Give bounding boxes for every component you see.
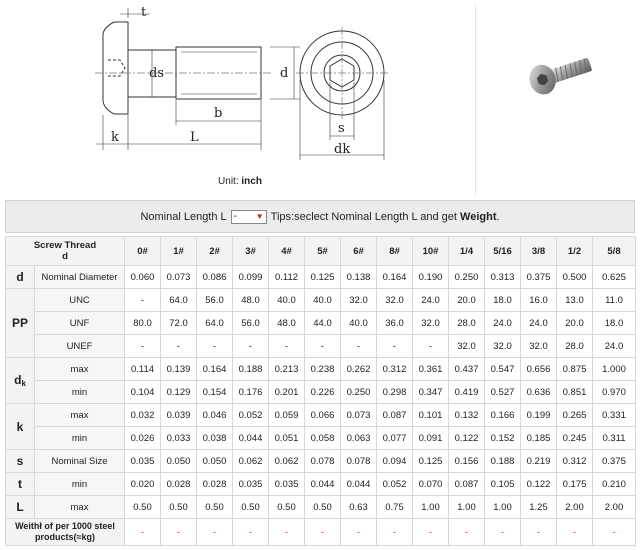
label-nominal-diameter: Nominal Diameter (35, 266, 125, 289)
value-cell: - (197, 335, 233, 358)
label-dk (6, 358, 35, 404)
nominal-length-select[interactable] (231, 210, 267, 224)
value-cell: 0.112 (269, 266, 305, 289)
value-cell: - (341, 519, 377, 546)
value-cell: 0.361 (413, 358, 449, 381)
row-unc (6, 289, 636, 312)
screw-technical-drawing (0, 0, 470, 175)
unit-value: inch (241, 176, 262, 187)
length-selector-bar (5, 200, 635, 233)
value-cell: 0.50 (269, 496, 305, 519)
value-cell: 24.0 (593, 335, 636, 358)
label-ds: ds (149, 66, 164, 81)
value-cell: 0.026 (125, 427, 161, 450)
value-cell: 56.0 (197, 289, 233, 312)
screw-product-image (520, 45, 600, 105)
value-cell: 0.238 (305, 358, 341, 381)
value-cell: 0.298 (377, 381, 413, 404)
value-cell: 0.028 (197, 473, 233, 496)
value-cell: 28.0 (449, 312, 485, 335)
value-cell: 40.0 (341, 312, 377, 335)
value-cell: 40.0 (305, 289, 341, 312)
header-screw-thread (6, 237, 125, 266)
header-size: 0# (125, 237, 161, 266)
value-cell: 0.201 (269, 381, 305, 404)
value-cell: 0.210 (593, 473, 636, 496)
value-cell: 0.046 (197, 404, 233, 427)
unit-prefix: Unit: (218, 176, 239, 187)
value-cell: 0.500 (557, 266, 593, 289)
value-cell: 0.188 (485, 450, 521, 473)
label-unf: UNF (35, 312, 125, 335)
selector-prefix: Nominal Length L (140, 210, 227, 223)
label-min: min (35, 427, 125, 450)
value-cell: 0.073 (341, 404, 377, 427)
value-cell: 0.062 (269, 450, 305, 473)
label-min: min (35, 473, 125, 496)
value-cell: 1.00 (413, 496, 449, 519)
value-cell: 0.052 (377, 473, 413, 496)
selector-tips: Tips:seclect Nominal Length L and get (270, 210, 457, 223)
value-cell: 0.050 (161, 450, 197, 473)
value-cell: - (233, 519, 269, 546)
value-cell: 0.044 (341, 473, 377, 496)
value-cell: 0.063 (341, 427, 377, 450)
dk-sub: k (21, 379, 26, 388)
divider (475, 5, 476, 195)
value-cell: 0.129 (161, 381, 197, 404)
value-cell: 56.0 (233, 312, 269, 335)
value-cell: - (377, 335, 413, 358)
value-cell: 0.059 (269, 404, 305, 427)
value-cell: 0.190 (413, 266, 449, 289)
value-cell: 0.087 (449, 473, 485, 496)
value-cell: 0.636 (521, 381, 557, 404)
value-cell: 48.0 (233, 289, 269, 312)
value-cell: 32.0 (449, 335, 485, 358)
value-cell: 0.265 (557, 404, 593, 427)
value-cell: 0.051 (269, 427, 305, 450)
value-cell: 0.125 (305, 266, 341, 289)
value-cell: 16.0 (521, 289, 557, 312)
value-cell: 0.63 (341, 496, 377, 519)
value-cell: 36.0 (377, 312, 413, 335)
row-weight (6, 519, 636, 546)
value-cell: 0.035 (233, 473, 269, 496)
value-cell: 18.0 (593, 312, 636, 335)
label-max: max (35, 404, 125, 427)
value-cell: 0.070 (413, 473, 449, 496)
value-cell: 0.250 (341, 381, 377, 404)
value-cell: 0.132 (449, 404, 485, 427)
value-cell: 0.226 (305, 381, 341, 404)
value-cell: 0.020 (125, 473, 161, 496)
value-cell: 0.262 (341, 358, 377, 381)
value-cell: - (305, 519, 341, 546)
value-cell: 2.00 (593, 496, 636, 519)
row-L (6, 496, 636, 519)
value-cell: 32.0 (413, 312, 449, 335)
value-cell: - (161, 335, 197, 358)
value-cell: 0.875 (557, 358, 593, 381)
value-cell: 0.851 (557, 381, 593, 404)
label-L: L (190, 130, 199, 145)
row-s (6, 450, 636, 473)
value-cell: 0.375 (521, 266, 557, 289)
value-cell: 0.188 (233, 358, 269, 381)
header-size: 1# (161, 237, 197, 266)
value-cell: 0.138 (341, 266, 377, 289)
header-size: 5# (305, 237, 341, 266)
row-k-min (6, 427, 636, 450)
value-cell: 0.066 (305, 404, 341, 427)
row-dk-max (6, 358, 636, 381)
value-cell: - (557, 519, 593, 546)
value-cell: 0.50 (197, 496, 233, 519)
label-dk: dk (334, 142, 351, 157)
label-L: L (6, 496, 35, 519)
label-d: d (6, 266, 35, 289)
value-cell: 0.154 (197, 381, 233, 404)
value-cell: 0.099 (233, 266, 269, 289)
value-cell: 40.0 (269, 289, 305, 312)
value-cell: 0.091 (413, 427, 449, 450)
spec-table (5, 236, 636, 546)
value-cell: 0.547 (485, 358, 521, 381)
value-cell: - (305, 335, 341, 358)
label-max: max (35, 358, 125, 381)
value-cell: 0.035 (125, 450, 161, 473)
value-cell: 0.164 (377, 266, 413, 289)
table-header-row (6, 237, 636, 266)
value-cell: 24.0 (485, 312, 521, 335)
selector-tips-bold: Weight (460, 210, 497, 223)
header-size: 1/2 (557, 237, 593, 266)
value-cell: 20.0 (557, 312, 593, 335)
value-cell: 0.078 (305, 450, 341, 473)
value-cell: 0.375 (593, 450, 636, 473)
value-cell: 24.0 (521, 312, 557, 335)
value-cell: 0.028 (161, 473, 197, 496)
value-cell: 0.050 (197, 450, 233, 473)
value-cell: 0.656 (521, 358, 557, 381)
value-cell: 0.156 (449, 450, 485, 473)
value-cell: 0.052 (233, 404, 269, 427)
value-cell: 0.058 (305, 427, 341, 450)
value-cell: 0.033 (161, 427, 197, 450)
value-cell: - (269, 335, 305, 358)
value-cell: 0.114 (125, 358, 161, 381)
value-cell: 0.039 (161, 404, 197, 427)
value-cell: 0.073 (161, 266, 197, 289)
label-unc: UNC (35, 289, 125, 312)
dropdown-arrow-icon: ▼ (255, 212, 264, 221)
value-cell: 0.50 (161, 496, 197, 519)
header-line2: d (62, 251, 68, 262)
value-cell: 0.50 (305, 496, 341, 519)
value-cell: - (413, 335, 449, 358)
header-size: 5/8 (593, 237, 636, 266)
label-t: t (6, 473, 35, 496)
value-cell: 0.164 (197, 358, 233, 381)
value-cell: - (125, 335, 161, 358)
value-cell: 1.00 (449, 496, 485, 519)
value-cell: - (449, 519, 485, 546)
value-cell: - (377, 519, 413, 546)
value-cell: 0.060 (125, 266, 161, 289)
value-cell: 13.0 (557, 289, 593, 312)
value-cell: 0.094 (377, 450, 413, 473)
label-pp: PP (6, 289, 35, 358)
value-cell: 0.437 (449, 358, 485, 381)
value-cell: 44.0 (305, 312, 341, 335)
value-cell: 0.077 (377, 427, 413, 450)
row-dk-min (6, 381, 636, 404)
selector-tips-end: . (496, 210, 500, 223)
row-t (6, 473, 636, 496)
value-cell: 0.125 (413, 450, 449, 473)
label-s: s (6, 450, 35, 473)
header-size: 3/8 (521, 237, 557, 266)
value-cell: 64.0 (197, 312, 233, 335)
value-cell: 32.0 (377, 289, 413, 312)
value-cell: 0.087 (377, 404, 413, 427)
value-cell: 0.312 (377, 358, 413, 381)
value-cell: 0.250 (449, 266, 485, 289)
value-cell: 28.0 (557, 335, 593, 358)
value-cell: - (197, 519, 233, 546)
header-size: 1/4 (449, 237, 485, 266)
value-cell: 0.104 (125, 381, 161, 404)
value-cell: 72.0 (161, 312, 197, 335)
value-cell: 48.0 (269, 312, 305, 335)
value-cell: 0.035 (269, 473, 305, 496)
dk-main: d (14, 373, 22, 387)
header-size: 6# (341, 237, 377, 266)
value-cell: 24.0 (413, 289, 449, 312)
header-size: 8# (377, 237, 413, 266)
label-k: k (6, 404, 35, 450)
value-cell: 0.139 (161, 358, 197, 381)
label-min: min (35, 381, 125, 404)
row-unf (6, 312, 636, 335)
label-d: d (280, 66, 289, 81)
unit-caption (200, 176, 280, 187)
value-cell: 0.086 (197, 266, 233, 289)
value-cell: 18.0 (485, 289, 521, 312)
value-cell: 1.25 (521, 496, 557, 519)
value-cell: 0.185 (521, 427, 557, 450)
value-cell: - (485, 519, 521, 546)
value-cell: 0.152 (485, 427, 521, 450)
drawing-area (0, 0, 640, 200)
value-cell: 0.312 (557, 450, 593, 473)
value-cell: 32.0 (341, 289, 377, 312)
value-cell: 0.101 (413, 404, 449, 427)
value-cell: 0.219 (521, 450, 557, 473)
value-cell: 0.122 (521, 473, 557, 496)
select-value: - (233, 211, 238, 222)
value-cell: 0.970 (593, 381, 636, 404)
label-max: max (35, 496, 125, 519)
value-cell: 11.0 (593, 289, 636, 312)
label-t: t (141, 5, 147, 20)
value-cell: 80.0 (125, 312, 161, 335)
value-cell: 32.0 (521, 335, 557, 358)
value-cell: 0.175 (557, 473, 593, 496)
value-cell: 0.311 (593, 427, 636, 450)
value-cell: 0.313 (485, 266, 521, 289)
value-cell: - (125, 289, 161, 312)
row-unef (6, 335, 636, 358)
header-line1: Screw Thread (33, 240, 97, 251)
header-size: 3# (233, 237, 269, 266)
value-cell: 0.213 (269, 358, 305, 381)
header-size: 2# (197, 237, 233, 266)
value-cell: - (413, 519, 449, 546)
value-cell: - (233, 335, 269, 358)
value-cell: 1.00 (485, 496, 521, 519)
value-cell: 0.50 (233, 496, 269, 519)
value-cell: - (593, 519, 636, 546)
value-cell: 0.122 (449, 427, 485, 450)
value-cell: 0.044 (305, 473, 341, 496)
value-cell: 0.038 (197, 427, 233, 450)
label-unef: UNEF (35, 335, 125, 358)
header-size: 10# (413, 237, 449, 266)
value-cell: 0.044 (233, 427, 269, 450)
value-cell: 0.419 (449, 381, 485, 404)
value-cell: 0.078 (341, 450, 377, 473)
value-cell: - (125, 519, 161, 546)
value-cell: - (341, 335, 377, 358)
value-cell: 2.00 (557, 496, 593, 519)
label-b: b (214, 106, 223, 121)
value-cell: - (161, 519, 197, 546)
value-cell: - (521, 519, 557, 546)
value-cell: 1.000 (593, 358, 636, 381)
value-cell: 64.0 (161, 289, 197, 312)
value-cell: 32.0 (485, 335, 521, 358)
value-cell: 0.105 (485, 473, 521, 496)
row-d (6, 266, 636, 289)
value-cell: 0.347 (413, 381, 449, 404)
label-k: k (111, 130, 119, 145)
value-cell: 0.176 (233, 381, 269, 404)
header-size: 5/16 (485, 237, 521, 266)
value-cell: 0.75 (377, 496, 413, 519)
value-cell: 0.062 (233, 450, 269, 473)
value-cell: 20.0 (449, 289, 485, 312)
value-cell: 0.527 (485, 381, 521, 404)
value-cell: 0.032 (125, 404, 161, 427)
label-nominal-size: Nominal Size (35, 450, 125, 473)
value-cell: 0.331 (593, 404, 636, 427)
value-cell: 0.245 (557, 427, 593, 450)
header-size: 4# (269, 237, 305, 266)
value-cell: 0.50 (125, 496, 161, 519)
value-cell: 0.625 (593, 266, 636, 289)
value-cell: 0.166 (485, 404, 521, 427)
label-weight: Weithł of per 1000 steel products(≈kg) (6, 519, 125, 546)
value-cell: 0.199 (521, 404, 557, 427)
label-s: s (338, 121, 345, 136)
row-k-max (6, 404, 636, 427)
value-cell: - (269, 519, 305, 546)
